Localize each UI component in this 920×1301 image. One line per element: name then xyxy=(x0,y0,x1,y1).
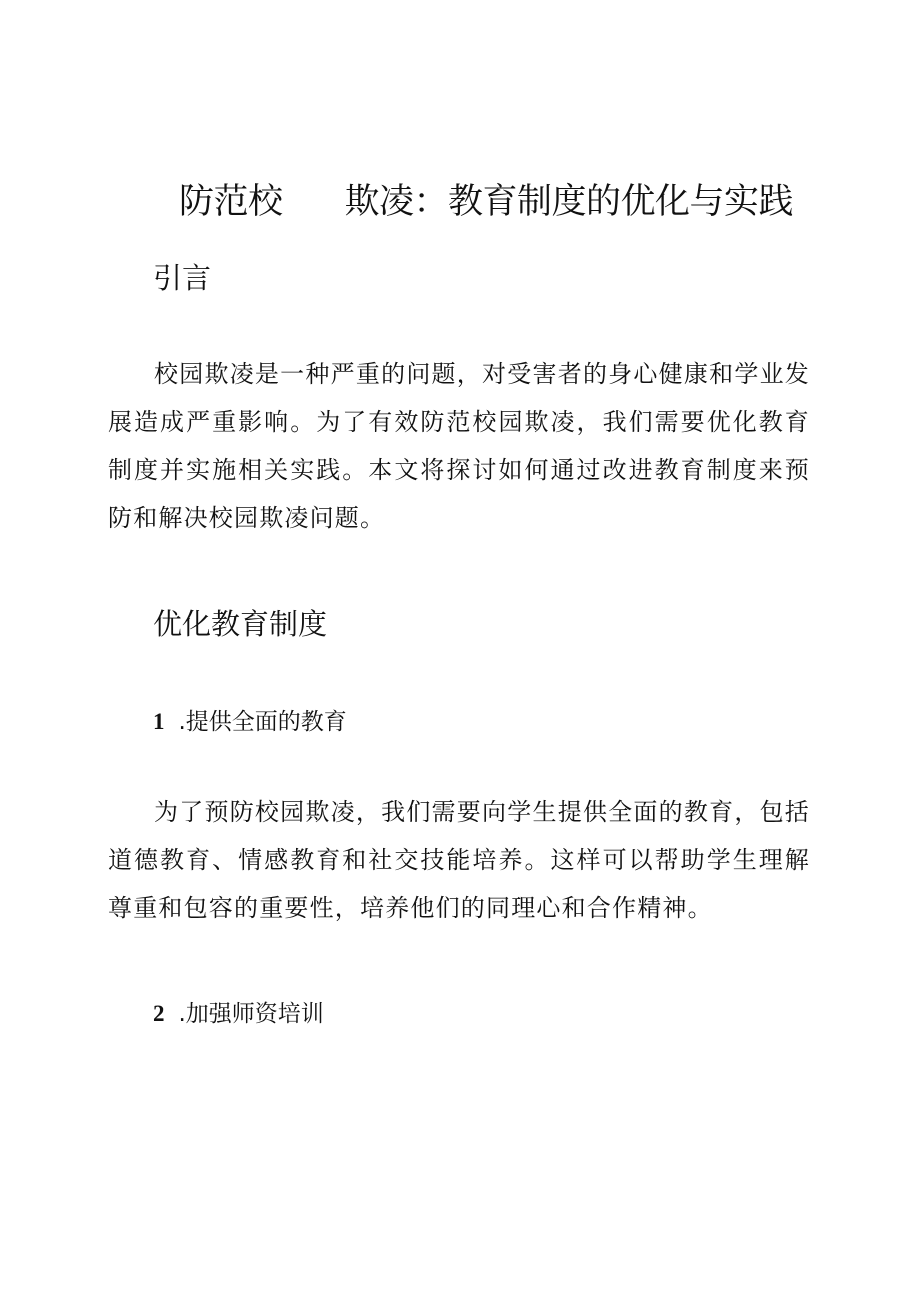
title-part-1: 防范校 xyxy=(179,182,283,222)
title-part-2: 欺凌：教育制度的优化与实践 xyxy=(344,182,794,222)
subsection-number: 2 xyxy=(153,1001,165,1026)
intro-paragraph: 校园欺凌是一种严重的问题，对受害者的身心健康和学业发展造成严重影响。为了有效防范校园欺凌，我们需要优化教育制度并实施相关实践。本文将探讨如何通过改进教育制度来预防和解决校园欺凌问题。 xyxy=(108,360,810,532)
subsection-heading-2 xyxy=(153,998,324,1030)
subsection-heading-1 xyxy=(153,706,347,738)
subsection-number: 1 xyxy=(153,709,165,734)
document-title xyxy=(179,178,793,226)
subsection-label: .加强师资培训 xyxy=(178,1001,324,1027)
intro-heading: 引言 xyxy=(153,261,212,295)
section-heading: 优化教育制度 xyxy=(153,607,328,641)
subsection-label: .提供全面的教育 xyxy=(178,709,347,735)
subsection-1-paragraph: 为了预防校园欺凌，我们需要向学生提供全面的教育，包括道德教育、情感教育和社交技能培养。这样可以帮助学生理解尊重和包容的重要性，培养他们的同理心和合作精神。 xyxy=(108,798,810,922)
